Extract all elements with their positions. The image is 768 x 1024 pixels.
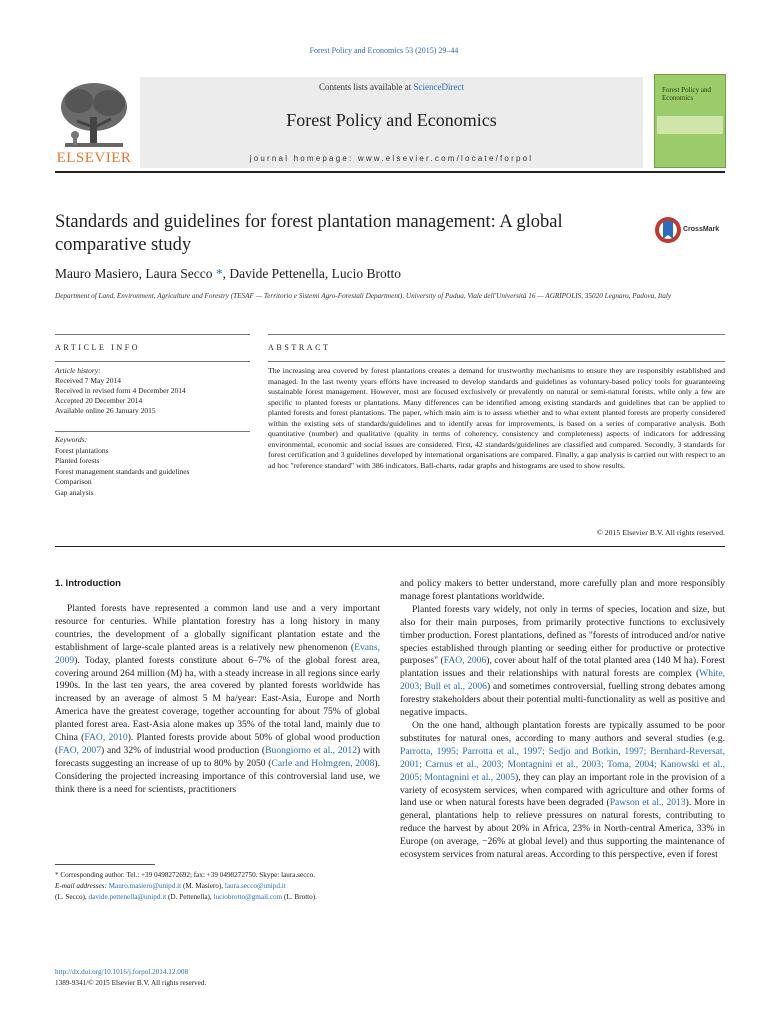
article-info-rule-bottom (55, 361, 250, 362)
citation-link[interactable]: Pawson et al., 2013 (609, 797, 686, 809)
homepage-url-link[interactable]: www.elsevier.com/locate/forpol (357, 154, 534, 163)
sciencedirect-link[interactable]: ScienceDirect (413, 82, 464, 92)
keyword-item: Planted forests (55, 456, 100, 466)
article-info-heading: ARTICLE INFO (55, 343, 141, 352)
affiliation: Department of Land, Environment, Agriculture and Forestry (TESAF — Territorio e Sistemi Agro-Forestali Department), University of Padua, Viale dell'Università 16 — AGRIPOLIS, 35020 Legnaro, Padova, Italy (55, 292, 672, 300)
cover-title: Forest Policy and Economics (662, 86, 711, 102)
keywords-rule (55, 431, 250, 432)
history-label: Article history: (55, 366, 101, 375)
contents-prefix: Contents lists available at (319, 82, 414, 92)
journal-homepage (140, 154, 643, 163)
text: Planted forests have represented a common land use and a very important resource for centuries. While plantation forestry has a long history in many countries, the development of a globally significant plantation estate and the establishment of large-scale planted areas is a relatively new phenomenon ( (55, 603, 380, 653)
authors-rest: , Davide Pettenella, Lucio Brotto (222, 266, 402, 281)
elsevier-wordmark: ELSEVIER (56, 150, 132, 166)
crossmark-label[interactable]: CrossMark (683, 226, 720, 233)
citation-link[interactable]: Carle and Holmgren, 2008 (271, 757, 375, 769)
doi-link[interactable]: http://dx.doi.org/10.1016/j.forpol.2014.12.008 (55, 968, 189, 976)
text: Planted forests vary widely, not only in terms of species, location and size, but also for their main purposes, from primarily protective functions to exclusively timber production. Forest plantations, defined as "forests of introduced and/or native species established through planting or seeding either for productive or protective purposes" ( (400, 603, 725, 667)
body-column-right (400, 578, 725, 862)
abstract-copyright: © 2015 Elsevier B.V. All rights reserved. (596, 528, 725, 537)
corresponding-author-note: * Corresponding author. Tel.: +39 0498272692; fax: +39 0498272750. Skype: laura.secco. (55, 871, 315, 879)
citation-link[interactable]: FAO, 2007 (58, 744, 102, 756)
abstract-text: The increasing area covered by forest plantations creates a demand for trustworthy mechanisms to ensure they are responsibly established and managed. In the last twenty years efforts have increased to develop standards and guidelines as voluntary-based policy tools for guaranteeing sustainable forest management. However, most are focused exclusively or prevalently on natural or semi-natural forests, while only a few are specific to planted forests or plantations. Many differences can be identified among existing standards and guidelines that can be applied to planted forests and forest plantations. The paper, which main aim is to assess whether and to what extent planted forests are properly considered within the existing sets of standards/guidelines and to identify areas for improvements, is based on a series of comparative analysis. Both quantitative (number) and qualitative (quality in terms of coherency, consistency and completeness) aspects of indicators for addressing environmental, economic and social issues are considered. First, 42 standards/guidelines are classified and compared. Secondly, 3 standards for forest certification and 3 guidelines developed by international organisations are compared. Finally, a gap analysis is carried out with respect to an ad hoc "reference standard" with 386 indicators. Ball-charts, radar graphs and histograms are used to show results. (268, 366, 725, 470)
text: ) and sometimes controversial, fuelling strong debates among forestry stakeholders about their potential multi-functionality as well as positive and negative impacts. (400, 681, 725, 719)
text: ) and 32% of industrial wood production ( (101, 744, 266, 756)
history-received: Received 7 May 2014 (55, 376, 122, 385)
citation-link[interactable]: White, 2003; Bull et al., 2006 (400, 668, 725, 693)
contents-line (140, 82, 643, 92)
text: ). Today, planted forests constitute about 6–7% of the global forest area, covering around 264 million (M) ha, with a steady increase in all regions since early 1990s. In the last ten years, the area covered by planted forests worldwide has increased by an average of almost 5 M ha/year: East-Asia, Europe and North America have the greatest coverage, together accounting for about 75% of global planted forest area. East-Asia alone makes up 35% of the total land, mainly due to China ( (55, 654, 380, 744)
history-accepted: Accepted 20 December 2014 (55, 396, 143, 405)
citation-link[interactable]: Parrotta, 1995; Parrotta et al., 1997; Sedjo and Botkin, 1997; Bernhard-Reversat, 2001; Carnus et al., 2003; Montagnini et al., 2003; Toma, 2004; Kanowski et al., 2005; Montagnini et al., 2005 (400, 745, 725, 783)
article-history (55, 366, 250, 416)
abstract-rule (268, 334, 725, 335)
introduction-heading: 1. Introduction (55, 578, 121, 589)
doi-block (55, 967, 206, 989)
text: ). More in general, plantations help to relieve pressures on natural forests, contributing to reduce the harvest by about 20% in Africa, 23% in North-central America, 33% in Europe (on average, −26% at global level) and thus supporting the maintenance of ecosystem services from natural areas. According to this perspective, even if forest (400, 797, 725, 861)
citation-link[interactable]: FAO, 2010 (84, 732, 128, 744)
text: On the one hand, although plantation forests are typically assumed to be poor substitutes for natural ones, according to many authors and several studies (e.g. (400, 719, 725, 744)
article-info-rule (55, 334, 250, 335)
paragraph (400, 720, 725, 862)
body-column-left (55, 603, 380, 797)
text: ) with forecasts suggesting an increase of up to 80% by 2050 ( (55, 744, 381, 769)
article-title: Standards and guidelines for forest plantation management: A global comparative study (55, 212, 563, 255)
corresponding-author-star-link[interactable]: * (212, 266, 223, 281)
author-secco: Laura Secco (145, 266, 213, 281)
email-link[interactable]: luciobrotto@gmail.com (213, 893, 283, 901)
paragraph (400, 604, 725, 720)
paragraph (55, 603, 380, 797)
text: (L. Brotto). (282, 893, 317, 901)
keyword-item: Forest plantations (55, 445, 109, 455)
text: ). Planted forests provide about 50% of global wood production ( (55, 732, 380, 756)
homepage-prefix: journal homepage: (249, 154, 358, 163)
email-addresses (55, 881, 380, 903)
abstract-rule-bottom (268, 361, 725, 362)
email-link[interactable]: Mauro.masiero@unipd.it (108, 882, 182, 890)
email-link[interactable]: davide.pettenella@unipd.it (88, 893, 167, 901)
email-link[interactable]: laura.secco@unipd.it (224, 882, 286, 890)
footnote (55, 870, 380, 903)
citation-link[interactable]: FAO, 2006 (443, 655, 487, 667)
issn-line: 1389-9341/© 2015 Elsevier B.V. All rights reserved. (55, 979, 207, 987)
footnote-rule (55, 864, 155, 865)
keyword-item: Gap analysis (55, 487, 94, 497)
paragraph: and policy makers to better understand, more carefully plan and more responsibly manage forest plantations worldwide. (400, 578, 725, 602)
citation-link[interactable]: Evans, 2009 (55, 641, 380, 666)
citation-link[interactable]: Buongiorno et al., 2012 (265, 744, 358, 756)
keywords-label: Keywords: (55, 435, 88, 444)
text: (D. Pettenella), (166, 893, 214, 901)
cover-image-band (657, 116, 723, 134)
header-rule (55, 171, 725, 173)
journal-title: Forest Policy and Economics (286, 110, 497, 130)
author-list (55, 266, 401, 282)
text: (L. Secco), (55, 893, 89, 901)
keyword-item: Forest management standards and guidelines (55, 466, 190, 476)
keyword-item: Comparison (55, 477, 92, 487)
email-label: E-mail addresses: (55, 882, 109, 890)
history-revised: Received in revised form 4 December 2014 (55, 386, 186, 395)
text: ), cover about half of the total planted area (140 M ha). Forest plantation issues and their relationships with natural forests are complex ( (400, 655, 725, 680)
text: (M. Masiero), (181, 882, 225, 890)
journal-reference-link[interactable]: Forest Policy and Economics 53 (2015) 29–44 (309, 46, 459, 55)
abstract-heading: ABSTRACT (268, 343, 331, 352)
history-online: Available online 26 January 2015 (55, 406, 156, 415)
text: ). Considering the projected increasing importance of this controversial land use, we think there is a need for scientists, practitioners (55, 757, 380, 795)
abstract-bottom-rule (55, 546, 725, 547)
text: ), they can play an important role in the provision of a variety of ecosystem services, when compared with agriculture and other forms of land use or when natural forests have been degraded ( (400, 771, 725, 809)
author-masiero: Mauro Masiero, (55, 266, 146, 281)
keywords (55, 435, 250, 499)
